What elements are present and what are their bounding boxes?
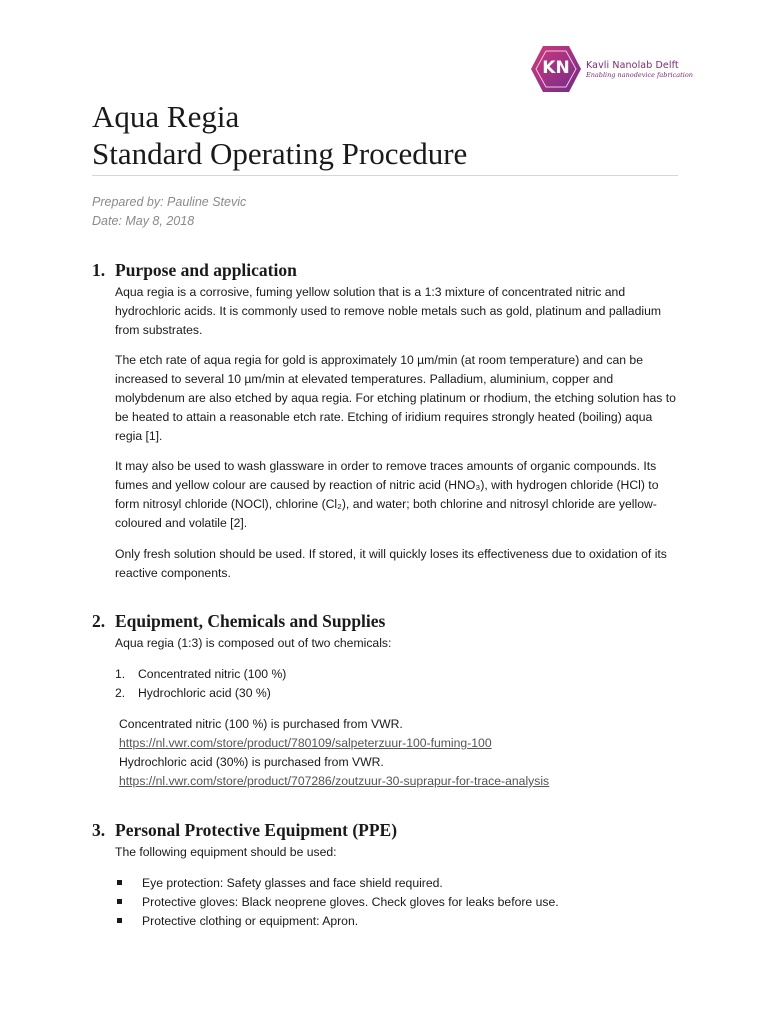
- document-date: Date: May 8, 2018: [92, 214, 195, 228]
- paragraph: Only fresh solution should be used. If stored, it will quickly loses its effectiveness due to oxidation of its reactive components.: [115, 547, 667, 580]
- logo-tagline: Enabling nanodevice fabrication: [586, 71, 693, 79]
- title-line-1: Aqua Regia: [92, 99, 240, 134]
- vwr-nitric-acid-link[interactable]: https://nl.vwr.com/store/product/780109/salpeterzuur-100-fuming-100: [119, 736, 492, 750]
- bullet-icon: [117, 880, 122, 885]
- section-2-heading: [92, 611, 385, 632]
- section-intro: The following equipment should be used:: [115, 845, 337, 859]
- section-number: 2.: [92, 611, 106, 631]
- section-number: 1.: [92, 260, 106, 280]
- section-title: Equipment, Chemicals and Supplies: [115, 611, 386, 631]
- vwr-hydrochloric-acid-link[interactable]: https://nl.vwr.com/store/product/707286/zoutzuur-30-suprapur-for-trace-analysis: [119, 774, 550, 788]
- section-intro: Aqua regia (1:3) is composed out of two chemicals:: [115, 636, 392, 650]
- section-number: 3.: [92, 820, 106, 840]
- document-page: KN Kavli Nanolab Delft Enabling nanodevice fabrication Aqua Regia Standard Operating Procedure Prepared by: Pauline Stevic Date: May 8, 2018 1. Purpose and application Aqua regia is a corrosive, fuming yellow solution that is a 1:3 mixture of concentrated nitric and hydrochloric acids. It is commonly used to remove noble metals such as gold, platinum and palladium from substrates. The etch rate of aqua regia for gold is approximately 10 µm/min (at room temperature) and can be increased to several 10 µm/min at elevated temperatures. Palladium, aluminium, copper and molybdenum are also etched by aqua regia. For etching platinum or rhodium, the etching solution has to be heated to attain a reasonable etch rate. Etching of iridium requires strongly heated (boiling) aqua regia [1]. It may also be used to wash glassware in order to remove traces amounts of organic compounds. Its fumes and yellow colour are caused by reaction of nitric acid (HNO₃), with hydrogen chloride (HCl) to form nitrosyl chloride (NOCl), chlorine (Cl₂), and water; both chlorine and nitrosyl chloride are yellow-coloured and volatile [2]. Only fresh solution should be used. If stored, it will quickly loses its effectiveness due to oxidation of its reactive components. 2. Equipment, Chemicals and Supplies Aqua regia (1:3) is composed out of two chemicals: 1. Concentrated nitric (100 %) 2. Hydrochloric acid (30 %) Concentrated nitric (100 %) is purchased from VWR. https://nl.vwr.com/store/product/780109/salpeterzuur-100-fuming-100 Hydrochloric acid (30%) is purchased from VWR. https://nl.vwr.com/store/product/707286/zoutzuur-30-suprapur-for-trace-analysis 3. Personal Protective Equipment (PPE) The following equipment should be used: Eye protection: Safety glasses and face shield required. Protective gloves: Black neoprene gloves. Check gloves for leaks before use. Protective clothing or equipment: Apron.: [0, 0, 768, 1024]
- section-1-heading: [92, 260, 297, 281]
- document-title: [92, 98, 467, 172]
- section-title: Purpose and application: [115, 260, 297, 280]
- document-meta: [92, 193, 246, 231]
- title-line-2: Standard Operating Procedure: [92, 136, 468, 171]
- paragraph: It may also be used to wash glassware in order to remove traces amounts of organic compounds. Its fumes and yellow colour are caused by reaction of nitric acid (HNO₃), with hydrogen chloride (HCl) to form nitrosyl chloride (NOCl), chlorine (Cl₂), and water; both chlorine and nitrosyl chloride are yellow-coloured and volatile [2].: [115, 459, 659, 530]
- paragraph: Aqua regia is a corrosive, fuming yellow solution that is a 1:3 mixture of concentrated nitric and hydrochloric acids. It is commonly used to remove noble metals such as gold, platinum and palladium from substrates.: [115, 285, 661, 337]
- section-title: Personal Protective Equipment (PPE): [115, 820, 398, 840]
- prepared-by: Prepared by: Pauline Stevic: [92, 195, 247, 209]
- logo-initials: KN: [542, 58, 570, 78]
- paragraph: The etch rate of aqua regia for gold is approximately 10 µm/min (at room temperature) and can be increased to several 10 µm/min at elevated temperatures. Palladium, aluminium, copper and molybdenum are also etched by aqua regia. For etching platinum or rhodium, the etching solution has to be heated to attain a reasonable etch rate. Etching of iridium requires strongly heated (boiling) aqua regia [1].: [115, 353, 676, 443]
- bullet-icon: [117, 918, 122, 923]
- purchase-text: Hydrochloric acid (30%) is purchased from VWR.: [119, 755, 384, 769]
- logo-name: Kavli Nanolab Delft: [586, 60, 679, 71]
- purchase-text: Concentrated nitric (100 %) is purchased from VWR.: [119, 717, 403, 731]
- bullet-icon: [117, 899, 122, 904]
- section-3-heading: [92, 820, 397, 841]
- purchase-info: [119, 715, 549, 791]
- title-divider: [92, 175, 678, 176]
- kavli-nanolab-logo: [530, 44, 693, 94]
